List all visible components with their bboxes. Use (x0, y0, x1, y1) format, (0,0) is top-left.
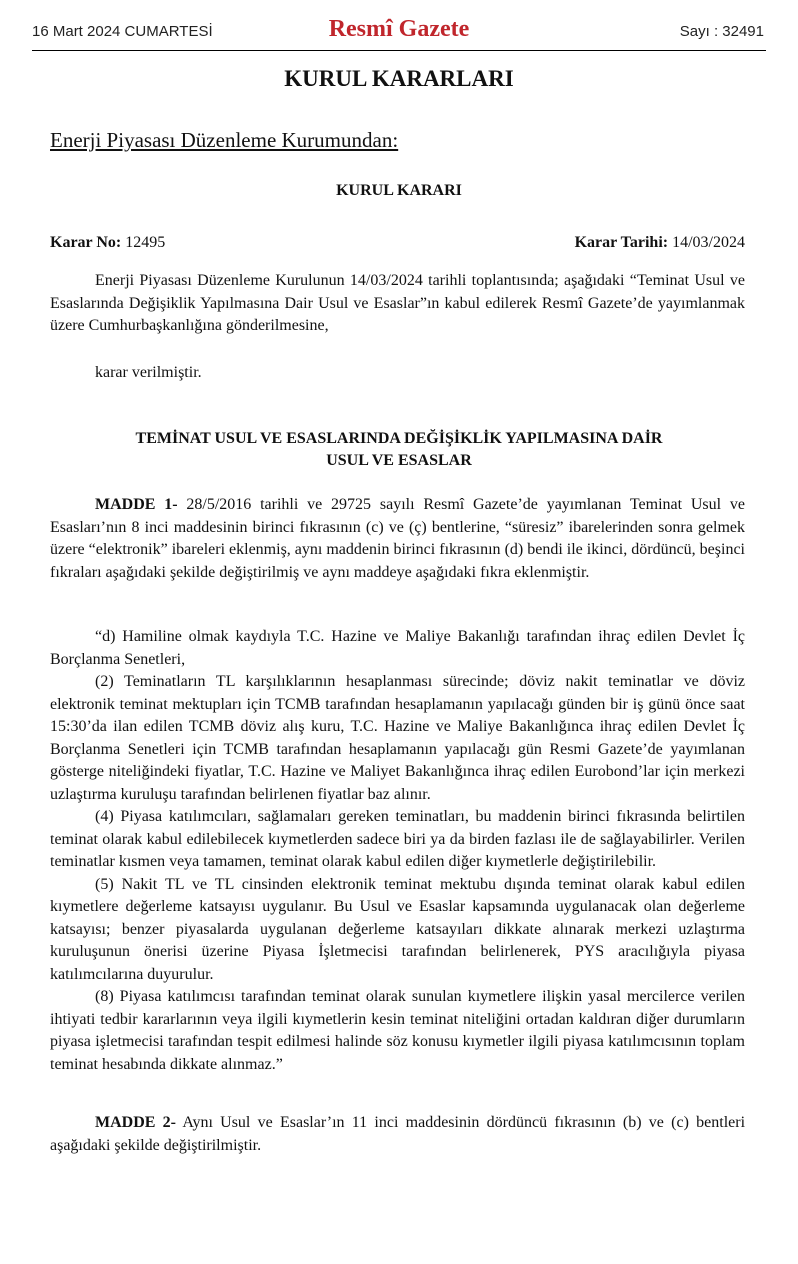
intro-closing: karar verilmiştir. (95, 363, 202, 381)
amendment-5: (5) Nakit TL ve TL cinsinden elektronik teminat mektubu dışında teminat olarak kabul edilen kıymetlere değerleme katsayısı uygulanır. Bu Usul ve Esaslar kapsamında uygulanacak olan değerleme katsayısı; benzer piyasalarda uygulanan değerleme katsayıları dikkate alınarak merkezi uzlaştırma kuruluşunun önerisi üzerine Piyasa İşletmecisi tarafından belirlenerek, PYS aracılığıyla piyasa katılımcılarına duyurulur. (50, 875, 745, 983)
article-1-paragraph (50, 494, 745, 584)
page-header (32, 14, 766, 51)
amendment-d: “d) Hamiline olmak kaydıyla T.C. Hazine ve Maliye Bakanlığı tarafından ihraç edilen Devlet İç Borçlanma Senetleri, (50, 628, 745, 668)
decision-number (50, 234, 165, 252)
decision-number-label: Karar No: (50, 234, 122, 251)
issue-number: Sayı : 32491 (679, 23, 764, 40)
article-1-text: 28/5/2016 tarihli ve 29725 sayılı Resmî Gazete’de yayımlanan Teminat Usul ve Esasları’nın 8 inci maddesinin birinci fıkrasının (c) ve (ç) bentlerine, “süresiz” ibarelerinden sonra gelmek üzere “elektronik” ibareleri eklenmiş, aynı maddenin birinci fıkrasının (d) bendi ile ikinci, dördüncü, beşinci fıkraları aşağıdaki şekilde değiştirilmiş ve aynı maddeye aşağıdaki fıkra eklenmiştir. (50, 496, 746, 581)
amendment-8: (8) Piyasa katılımcısı tarafından teminat olarak sunulan kıymetlere ilişkin yasal mercilerce verilen ihtiyati tedbir kararlarının veya ilgili kıymetlerin kesin teminat niteliğini ortadan kaldıran diğer durumların piyasa işletmecisi tarafından tespit edilmesi halinde söz konusu kıymetler ilgili piyasa katılımcısının toplam teminat hesabında dikkate alınmaz.” (50, 988, 745, 1073)
gazette-title: Resmî Gazete (328, 16, 470, 42)
article-2-text: Aynı Usul ve Esaslar’ın 11 inci maddesinin dördüncü fıkrasının (b) ve (c) bentleri aşağıdaki şekilde değiştirilmiştir. (50, 1114, 746, 1154)
law-title-line2: USUL VE ESASLAR (326, 452, 472, 469)
decision-number-value: 12495 (125, 234, 166, 251)
amendments-section (50, 626, 745, 1076)
decision-date-label: Karar Tarihi: (574, 234, 669, 251)
article-1-label: MADDE 1- (95, 496, 178, 513)
amendment-2: (2) Teminatların TL karşılıklarının hesaplanması sürecinde; döviz nakit teminatlar ve döviz elektronik teminat mektupları için TCMB tarafından hesaplamanın yapılacağı günden bir iş günü önce saat 15:30’da ilan edilen TCMB döviz alış kuru, T.C. Hazine ve Maliye Bakanlığınca ihraç edilen Devlet İç Borçlanma Senetleri için TCMB tarafından hesaplamanın yapılacağı gün Resmi Gazete’de yayımlanan gösterge niteliğindeki fiyatlar, T.C. Hazine ve Maliyet Bakanlığınca ihraç edilen Eurobond’lar için merkezi uzlaştırma kuruluşu tarafından belirlenen fiyatlar baz alınır. (50, 673, 745, 803)
article-2-label: MADDE 2- (95, 1114, 177, 1131)
law-title-line1: TEMİNAT USUL VE ESASLARINDA DEĞİŞİKLİK YAPILMASINA DAİR (135, 430, 663, 447)
intro-section (50, 270, 745, 384)
law-title (0, 428, 798, 472)
decision-heading: KURUL KARARI (336, 182, 462, 199)
article-2-paragraph (50, 1112, 745, 1157)
amendment-4: (4) Piyasa katılımcıları, sağlamaları gereken teminatları, bu maddenin birinci fıkrasında belirtilen teminat olarak kabul edilebilecek kıymetlerden sadece biri ya da birden fazlası ile de sağlayabilirler. Verilen teminatlar kısmen veya tamamen, teminat olarak kabul edilen diğer kıymetlerle değiştirilebilir. (50, 808, 745, 870)
decision-date (575, 234, 745, 252)
article-2 (50, 1112, 745, 1157)
article-1 (50, 494, 745, 584)
intro-paragraph: Enerji Piyasası Düzenleme Kurulunun 14/03/2024 tarihli toplantısında; aşağıdaki “Teminat Usul ve Esaslarında Değişiklik Yapılmasına Dair Usul ve Esaslar”ın kabul edilerek Resmî Gazete’de yayımlanmak üzere Cumhurbaşkanlığına gönderilmesine, (50, 272, 745, 334)
decision-date-value: 14/03/2024 (672, 234, 745, 251)
issue-date: 16 Mart 2024 CUMARTESİ (32, 23, 213, 40)
institution-name: Enerji Piyasası Düzenleme Kurumundan: (50, 128, 399, 152)
section-heading: KURUL KARARLARI (284, 66, 514, 91)
